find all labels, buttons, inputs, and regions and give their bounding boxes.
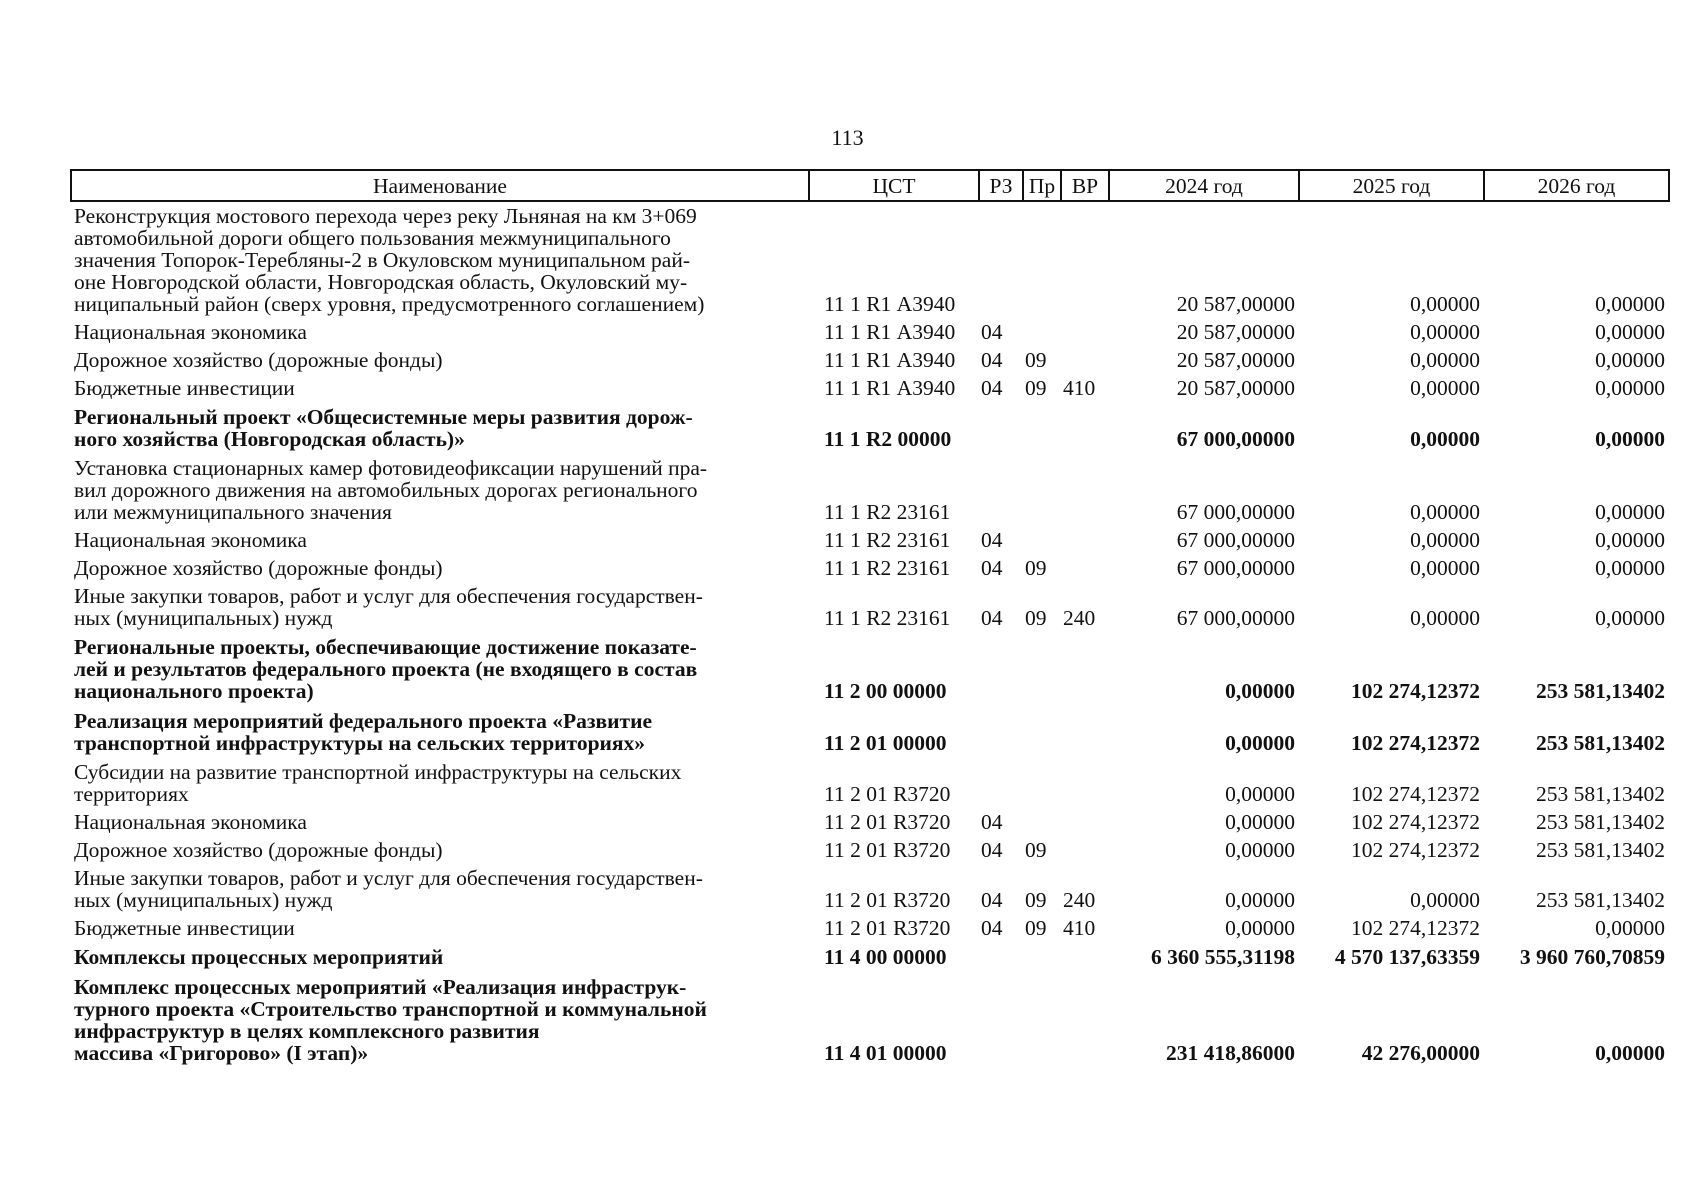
row-cst: 11 2 00 00000 <box>824 679 947 703</box>
row-rz: 04 <box>981 528 1003 552</box>
row-name-line: Региональный проект «Общесистемные меры развития дорож- <box>74 405 693 429</box>
header-name: Наименование <box>71 170 809 201</box>
row-cst: 11 1 R2 00000 <box>824 427 952 451</box>
row-name <box>71 808 809 836</box>
row-cst: 11 2 01 R3720 <box>824 888 951 912</box>
row-2026: 3 960 760,70859 <box>1519 945 1665 969</box>
table-row <box>71 582 1669 632</box>
row-2026: 0,00000 <box>1595 292 1665 316</box>
row-vr <box>1061 201 1109 318</box>
row-cst: 11 1 R2 23161 <box>824 606 951 630</box>
row-pr <box>1023 942 1061 972</box>
row-name-line: Реализация мероприятий федерального проекта «Развитие <box>74 709 653 733</box>
row-pr: 09 <box>1025 606 1047 630</box>
row-name-line: оне Новгородской области, Новгородская область, Окуловский му- <box>74 270 688 294</box>
header-2026: 2026 год <box>1484 170 1669 201</box>
row-pr <box>1023 201 1061 318</box>
row-cst: 11 4 01 00000 <box>824 1041 947 1065</box>
row-2024: 20 587,00000 <box>1176 376 1295 400</box>
row-2026: 253 581,13402 <box>1536 679 1665 703</box>
table-row <box>71 706 1669 758</box>
row-cst: 11 1 R1 А3940 <box>824 376 956 400</box>
budget-table <box>70 169 1670 1068</box>
row-2025: 0,00000 <box>1410 348 1480 372</box>
row-name-line: Национальная экономика <box>74 810 307 834</box>
row-name-line: вил дорожного движения на автомобильных дорогах регионального <box>74 478 698 502</box>
row-2024: 20 587,00000 <box>1176 320 1295 344</box>
row-name-line: Дорожное хозяйство (дорожные фонды) <box>74 556 443 580</box>
row-name-line: транспортной инфраструктуры на сельских территориях» <box>74 731 646 755</box>
row-2024: 0,00000 <box>1225 838 1295 862</box>
row-pr <box>1023 808 1061 836</box>
row-2024: 231 418,86000 <box>1166 1041 1295 1065</box>
row-name-line: Дорожное хозяйство (дорожные фонды) <box>74 838 443 862</box>
row-2026: 253 581,13402 <box>1536 838 1665 862</box>
row-rz: 04 <box>981 606 1003 630</box>
row-2026: 253 581,13402 <box>1536 731 1665 755</box>
row-vr <box>1061 402 1109 454</box>
row-cst: 11 1 R1 А3940 <box>824 348 956 372</box>
row-2025: 0,00000 <box>1410 427 1480 451</box>
row-name <box>71 201 809 318</box>
row-name <box>71 758 809 808</box>
row-name-line: национального проекта) <box>74 679 314 703</box>
table-row <box>71 632 1669 706</box>
row-name-line: или межмуниципального значения <box>74 500 392 524</box>
row-2024: 20 587,00000 <box>1176 348 1295 372</box>
row-name <box>71 374 809 402</box>
row-name-line: лей и результатов федерального проекта (не входящего в состав <box>74 657 698 681</box>
table-row <box>71 914 1669 942</box>
row-rz <box>979 758 1023 808</box>
row-name-line: Дорожное хозяйство (дорожные фонды) <box>74 348 443 372</box>
row-2026: 253 581,13402 <box>1536 782 1665 806</box>
header-pr: Пр <box>1023 170 1061 201</box>
row-2025: 102 274,12372 <box>1351 679 1480 703</box>
row-rz <box>979 454 1023 526</box>
row-rz: 04 <box>981 916 1003 940</box>
row-2025: 0,00000 <box>1410 292 1480 316</box>
row-name <box>71 346 809 374</box>
row-2026: 0,00000 <box>1595 528 1665 552</box>
row-name-line: Национальная экономика <box>74 320 307 344</box>
table-row <box>71 526 1669 554</box>
row-vr <box>1061 836 1109 864</box>
row-2024: 67 000,00000 <box>1176 556 1295 580</box>
row-2026: 0,00000 <box>1595 1041 1665 1065</box>
row-name-line: Комплекс процессных мероприятий «Реализация инфраструк- <box>74 975 687 999</box>
row-name <box>71 972 809 1068</box>
row-rz: 04 <box>981 320 1003 344</box>
row-2025: 0,00000 <box>1410 376 1480 400</box>
row-name <box>71 942 809 972</box>
table-row <box>71 758 1669 808</box>
row-2026: 253 581,13402 <box>1536 810 1665 834</box>
row-2025: 102 274,12372 <box>1351 838 1480 862</box>
row-vr <box>1061 526 1109 554</box>
page-number: 113 <box>831 125 864 150</box>
row-name-line: Иные закупки товаров, работ и услуг для обеспечения государствен- <box>74 866 703 890</box>
row-pr: 09 <box>1025 838 1047 862</box>
header-cst: ЦСТ <box>809 170 979 201</box>
table-row <box>71 972 1669 1068</box>
row-vr <box>1061 346 1109 374</box>
table-row <box>71 942 1669 972</box>
table-row <box>71 554 1669 582</box>
row-name-line: значения Топорок-Теребляны-2 в Окуловском муниципальном рай- <box>74 248 691 272</box>
row-vr: 410 <box>1063 916 1096 940</box>
row-cst: 11 1 R2 23161 <box>824 528 951 552</box>
row-pr <box>1023 632 1061 706</box>
table-row <box>71 318 1669 346</box>
row-vr <box>1061 758 1109 808</box>
row-name-line: автомобильной дороги общего пользования межмуниципального <box>74 226 671 250</box>
row-2026: 0,00000 <box>1595 376 1665 400</box>
table-row <box>71 836 1669 864</box>
row-2025: 0,00000 <box>1410 500 1480 524</box>
row-pr <box>1023 706 1061 758</box>
row-name <box>71 864 809 914</box>
table-body <box>71 201 1669 1068</box>
row-name <box>71 836 809 864</box>
row-cst: 11 1 R2 23161 <box>824 500 951 524</box>
row-cst: 11 2 01 00000 <box>824 731 947 755</box>
row-name-line: ниципальный район (сверх уровня, предусмотренного соглашением) <box>74 292 705 316</box>
row-vr: 410 <box>1063 376 1096 400</box>
header-rz: РЗ <box>979 170 1023 201</box>
row-2026: 253 581,13402 <box>1536 888 1665 912</box>
row-name <box>71 454 809 526</box>
row-2024: 67 000,00000 <box>1176 606 1295 630</box>
row-vr <box>1061 942 1109 972</box>
row-2026: 0,00000 <box>1595 348 1665 372</box>
row-2025: 102 274,12372 <box>1351 731 1480 755</box>
header-2025: 2025 год <box>1299 170 1484 201</box>
row-name-line: ного хозяйства (Новгородская область)» <box>74 427 465 451</box>
row-rz <box>979 632 1023 706</box>
row-name <box>71 914 809 942</box>
row-pr <box>1023 526 1061 554</box>
header-vr: ВР <box>1061 170 1109 201</box>
row-vr <box>1061 454 1109 526</box>
row-rz: 04 <box>981 888 1003 912</box>
row-name-line: турного проекта «Строительство транспортной и коммунальной <box>74 997 707 1021</box>
row-pr: 09 <box>1025 916 1047 940</box>
row-name-line: Установка стационарных камер фотовидеофиксации нарушений пра- <box>74 456 708 480</box>
table-row <box>71 864 1669 914</box>
row-name-line: территориях <box>74 782 189 806</box>
row-vr <box>1061 318 1109 346</box>
row-2024: 67 000,00000 <box>1176 528 1295 552</box>
row-vr: 240 <box>1063 888 1096 912</box>
row-2025: 102 274,12372 <box>1351 916 1480 940</box>
row-rz <box>979 972 1023 1068</box>
row-rz <box>979 402 1023 454</box>
row-2025: 0,00000 <box>1410 528 1480 552</box>
row-vr <box>1061 706 1109 758</box>
row-2024: 0,00000 <box>1225 679 1295 703</box>
row-name <box>71 554 809 582</box>
row-name-line: Национальная экономика <box>74 528 307 552</box>
row-2025: 0,00000 <box>1410 888 1480 912</box>
header-row <box>71 170 1669 201</box>
row-cst: 11 1 R2 23161 <box>824 556 951 580</box>
row-2026: 0,00000 <box>1595 500 1665 524</box>
row-2024: 67 000,00000 <box>1176 427 1295 451</box>
table-row <box>71 402 1669 454</box>
row-pr <box>1023 758 1061 808</box>
row-name-line: Бюджетные инвестиции <box>74 376 295 400</box>
row-name <box>71 632 809 706</box>
row-2024: 0,00000 <box>1225 916 1295 940</box>
row-rz: 04 <box>981 556 1003 580</box>
row-name-line: Бюджетные инвестиции <box>74 916 295 940</box>
row-2024: 0,00000 <box>1225 810 1295 834</box>
row-2025: 102 274,12372 <box>1351 810 1480 834</box>
table-header <box>71 170 1669 201</box>
row-2026: 0,00000 <box>1595 556 1665 580</box>
row-2024: 20 587,00000 <box>1176 292 1295 316</box>
row-rz <box>979 706 1023 758</box>
row-cst: 11 2 01 R3720 <box>824 916 951 940</box>
row-name-line: ных (муниципальных) нужд <box>74 606 333 630</box>
row-name <box>71 318 809 346</box>
table-row <box>71 346 1669 374</box>
row-2024: 0,00000 <box>1225 782 1295 806</box>
row-name-line: Комплексы процессных мероприятий <box>74 945 444 969</box>
row-2024: 6 360 555,31198 <box>1151 945 1295 969</box>
row-rz <box>979 201 1023 318</box>
row-vr: 240 <box>1063 606 1096 630</box>
row-pr <box>1023 318 1061 346</box>
row-2025: 0,00000 <box>1410 606 1480 630</box>
row-name-line: инфраструктур в целях комплексного развития <box>74 1019 540 1043</box>
row-rz: 04 <box>981 838 1003 862</box>
row-name <box>71 706 809 758</box>
row-name <box>71 582 809 632</box>
row-2026: 0,00000 <box>1595 916 1665 940</box>
row-rz: 04 <box>981 376 1003 400</box>
row-2024: 0,00000 <box>1225 888 1295 912</box>
row-pr: 09 <box>1025 348 1047 372</box>
row-cst: 11 2 01 R3720 <box>824 782 951 806</box>
row-2025: 0,00000 <box>1410 320 1480 344</box>
row-cst: 11 1 R1 А3940 <box>824 320 956 344</box>
header-2024: 2024 год <box>1109 170 1299 201</box>
row-2026: 0,00000 <box>1595 320 1665 344</box>
row-pr: 09 <box>1025 888 1047 912</box>
row-vr <box>1061 554 1109 582</box>
row-vr <box>1061 972 1109 1068</box>
row-2024: 0,00000 <box>1225 731 1295 755</box>
row-2025: 4 570 137,63359 <box>1334 945 1480 969</box>
row-2024: 67 000,00000 <box>1176 500 1295 524</box>
row-pr <box>1023 454 1061 526</box>
row-2026: 0,00000 <box>1595 606 1665 630</box>
row-name-line: массива «Григорово» (I этап)» <box>74 1041 369 1065</box>
table-row <box>71 201 1669 318</box>
row-name-line: Иные закупки товаров, работ и услуг для обеспечения государствен- <box>74 584 703 608</box>
row-name <box>71 526 809 554</box>
row-cst: 11 4 00 00000 <box>824 945 947 969</box>
row-2025: 102 274,12372 <box>1351 782 1480 806</box>
row-name-line: Субсидии на развитие транспортной инфраструктуры на сельских <box>74 760 682 784</box>
row-2025: 0,00000 <box>1410 556 1480 580</box>
table-row <box>71 454 1669 526</box>
row-vr <box>1061 808 1109 836</box>
row-pr <box>1023 972 1061 1068</box>
table-row <box>71 374 1669 402</box>
row-name <box>71 402 809 454</box>
row-2025: 42 276,00000 <box>1361 1041 1480 1065</box>
row-2026: 0,00000 <box>1595 427 1665 451</box>
row-name-line: Реконструкция мостового перехода через реку Льняная на км 3+069 <box>74 204 697 228</box>
row-pr: 09 <box>1025 556 1047 580</box>
row-cst: 11 1 R1 А3940 <box>824 292 956 316</box>
row-rz: 04 <box>981 810 1003 834</box>
table-row <box>71 808 1669 836</box>
row-pr: 09 <box>1025 376 1047 400</box>
row-cst: 11 2 01 R3720 <box>824 838 951 862</box>
row-rz: 04 <box>981 348 1003 372</box>
row-cst: 11 2 01 R3720 <box>824 810 951 834</box>
row-name-line: ных (муниципальных) нужд <box>74 888 333 912</box>
row-pr <box>1023 402 1061 454</box>
row-name-line: Региональные проекты, обеспечивающие достижение показате- <box>74 635 697 659</box>
row-rz <box>979 942 1023 972</box>
row-vr <box>1061 632 1109 706</box>
